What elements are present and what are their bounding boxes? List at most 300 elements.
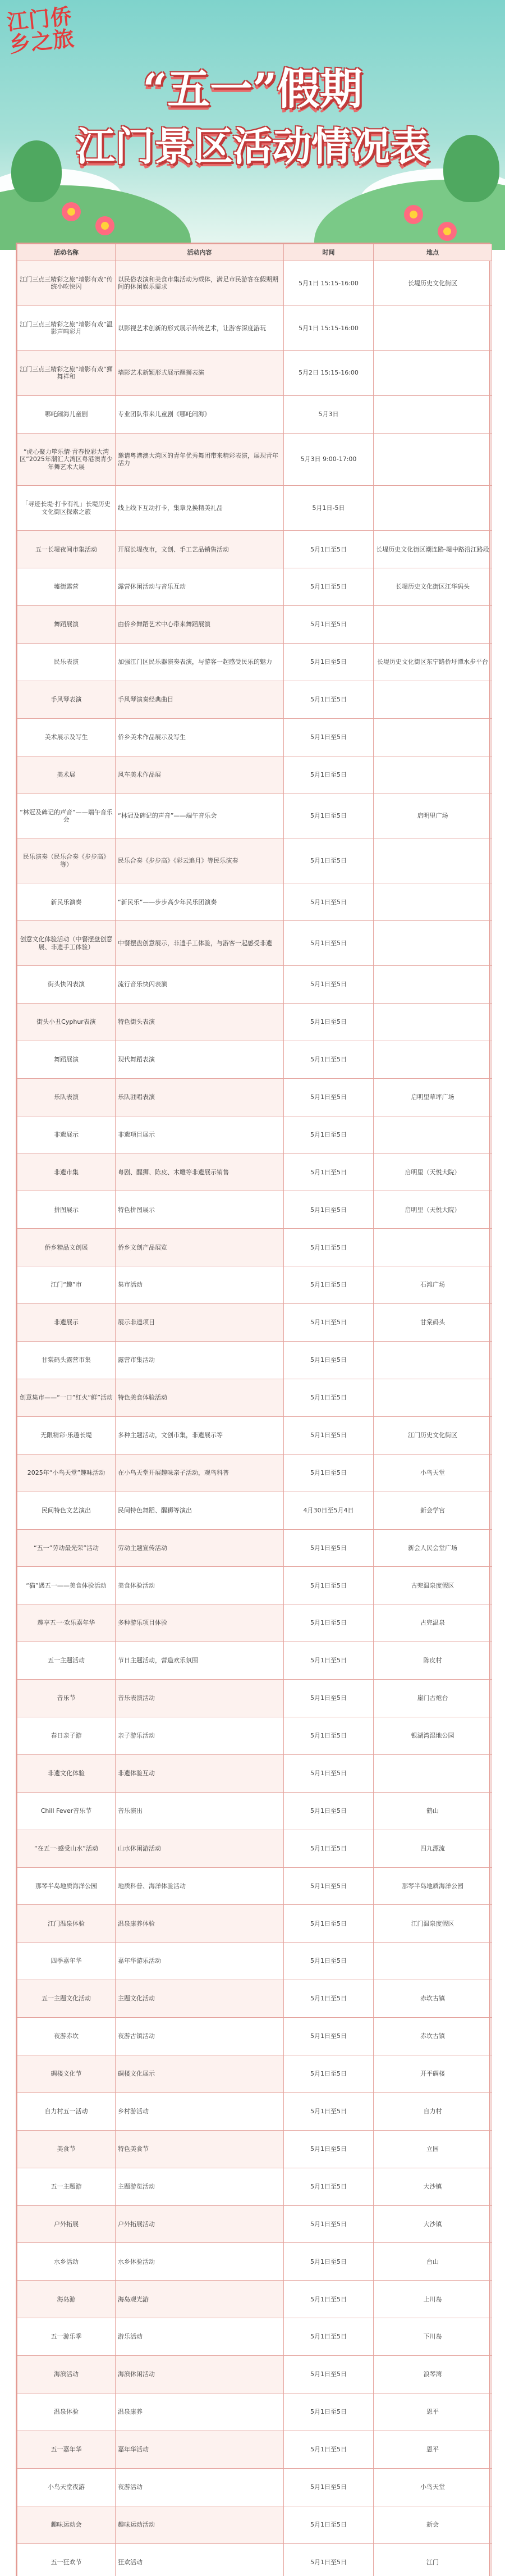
activity-name-cell: 那琴半岛地质海洋公园 — [17, 1867, 116, 1905]
activity-name-cell: 碉楼文化节 — [17, 2055, 116, 2092]
activity-content-cell: 主题文化活动 — [116, 1980, 284, 2018]
header-banner — [0, 0, 505, 250]
table-row — [17, 644, 492, 681]
activity-content-cell: 展示非遗项目 — [116, 1304, 284, 1342]
table-row — [17, 486, 492, 531]
activity-name-cell: “五一”劳动最光荣”活动 — [17, 1529, 116, 1567]
table-row — [17, 2092, 492, 2130]
activity-name-cell: 五一主题游 — [17, 2168, 116, 2205]
activity-place-cell: 下川岛 — [374, 2318, 492, 2356]
activity-name-cell: 美术展 — [17, 756, 116, 794]
activity-time-cell: 5月1日至5日 — [284, 883, 374, 921]
activity-content-cell: 水乡体验活动 — [116, 2243, 284, 2281]
table-row — [17, 1153, 492, 1191]
activity-place-cell: 石滩广场 — [374, 1266, 492, 1304]
flower-icon — [62, 202, 81, 221]
activity-content-cell: 在小鸟天堂开展趣味亲子活动，观鸟科普 — [116, 1454, 284, 1492]
activity-time-cell: 5月1日至5日 — [284, 1830, 374, 1867]
activity-time-cell: 5月1日至5日 — [284, 1529, 374, 1567]
activity-time-cell: 5月1日至5日 — [284, 2243, 374, 2281]
activity-name-cell: 江门温泉体验 — [17, 1905, 116, 1943]
activity-place-cell: 甘棠码头 — [374, 1304, 492, 1342]
activity-name-cell: 甘棠码头露营市集 — [17, 1342, 116, 1379]
activity-place-cell: 长堤历史文化街区东宁路侨圩潭水步平台 — [374, 644, 492, 681]
activity-place-cell: 自力村 — [374, 2092, 492, 2130]
activity-place-cell: 赤坎古镇 — [374, 2018, 492, 2055]
activity-content-cell: 音乐演出 — [116, 1792, 284, 1830]
activity-time-cell: 5月1日至5日 — [284, 531, 374, 568]
activity-content-cell: 多种游乐项目体验 — [116, 1604, 284, 1642]
table-row — [17, 2130, 492, 2168]
activity-time-cell: 5月1日至5日 — [284, 2130, 374, 2168]
flower-icon — [404, 205, 423, 224]
table-row — [17, 1078, 492, 1116]
activity-content-cell: 侨乡美术作品展示及写生 — [116, 718, 284, 756]
activity-content-cell: 邀请粤港澳大湾区的青年优秀舞团带来精彩表演，展现青年活力 — [116, 433, 284, 486]
activity-content-cell: 节日主题活动，营造欢乐氛围 — [116, 1642, 284, 1680]
activity-time-cell: 5月1日至5日 — [284, 1604, 374, 1642]
activity-time-cell: 5月1日 15:15-16:00 — [284, 261, 374, 306]
activity-name-cell: 非遗文化体验 — [17, 1754, 116, 1792]
activity-time-cell: 5月1日至5日 — [284, 2318, 374, 2356]
table-row — [17, 1041, 492, 1078]
activity-place-cell — [374, 1943, 492, 1980]
activity-name-cell: 海岛游 — [17, 2281, 116, 2318]
activity-time-cell: 5月1日至5日 — [284, 1153, 374, 1191]
activity-place-cell: 立园 — [374, 2130, 492, 2168]
table-row — [17, 1191, 492, 1229]
activity-content-cell: 墙影艺术新颖形式展示醒狮表演 — [116, 350, 284, 395]
activity-time-cell: 5月3日 9:00-17:00 — [284, 433, 374, 486]
table-row — [17, 306, 492, 350]
table-row — [17, 350, 492, 395]
activity-content-cell: 游乐活动 — [116, 2318, 284, 2356]
activity-content-cell: 露营市集活动 — [116, 1342, 284, 1379]
table-row — [17, 2393, 492, 2431]
table-row — [17, 921, 492, 966]
activity-place-cell — [374, 1379, 492, 1416]
activity-content-cell: 中餐摆盘创意展示，非遗手工体验，与游客一起感受非遗 — [116, 921, 284, 966]
activity-time-cell: 5月3日 — [284, 395, 374, 433]
activity-name-cell: 非遗展示 — [17, 1116, 116, 1153]
activity-place-cell: 新会 — [374, 2506, 492, 2543]
activity-content-cell: 乡村游活动 — [116, 2092, 284, 2130]
activity-time-cell: 5月1日至5日 — [284, 2506, 374, 2543]
activity-content-cell: 现代舞蹈表演 — [116, 1041, 284, 1078]
activity-time-cell: 5月1日至5日 — [284, 1379, 374, 1416]
activity-time-cell: 5月1日至5日 — [284, 644, 374, 681]
table-row — [17, 2468, 492, 2506]
activity-content-cell: 侨乡文创产品展览 — [116, 1229, 284, 1266]
table-row — [17, 2205, 492, 2243]
table-row — [17, 794, 492, 838]
activity-content-cell: 音乐表演活动 — [116, 1680, 284, 1717]
activity-content-cell: 温泉康养体验 — [116, 1905, 284, 1943]
table-row — [17, 1416, 492, 1454]
activity-name-cell: 非遗市集 — [17, 1153, 116, 1191]
activity-time-cell: 5月1日至5日 — [284, 718, 374, 756]
table-row — [17, 261, 492, 306]
table-row — [17, 433, 492, 486]
activity-name-cell: “猫”遇五一——美食体验活动 — [17, 1567, 116, 1604]
activity-time-cell: 5月1日至5日 — [284, 568, 374, 606]
activity-content-cell: 非遗项目展示 — [116, 1116, 284, 1153]
activity-content-cell: 劳动主题宣传活动 — [116, 1529, 284, 1567]
activity-content-cell: 温泉康养 — [116, 2393, 284, 2431]
activity-time-cell: 5月1日至5日 — [284, 1567, 374, 1604]
activity-name-cell: 自力村五一活动 — [17, 2092, 116, 2130]
table-row — [17, 1830, 492, 1867]
table-row — [17, 2356, 492, 2393]
activity-content-cell: 夜游活动 — [116, 2468, 284, 2506]
activity-content-cell: 由侨乡舞蹈艺术中心带来舞蹈展演 — [116, 606, 284, 644]
table-row — [17, 1604, 492, 1642]
activity-time-cell: 5月1日至5日 — [284, 2018, 374, 2055]
activity-name-cell: 美术展示及写生 — [17, 718, 116, 756]
activity-content-cell: 亲子游乐活动 — [116, 1717, 284, 1754]
activity-name-cell: “虎心聚力筚乐情·青春悦彩大湾区”2025年潮汇大湾区粤港澳青少年舞艺术大展 — [17, 433, 116, 486]
activity-content-cell: 以民俗表演和美食市集活动为载体，满足市民游客在假期期间的休闲娱乐需求 — [116, 261, 284, 306]
table-row — [17, 718, 492, 756]
activity-time-cell: 5月1日至5日 — [284, 606, 374, 644]
activity-time-cell: 5月1日至5日 — [284, 2205, 374, 2243]
activity-content-cell: 海滨休闲活动 — [116, 2356, 284, 2393]
logo: 江门侨乡之旅 — [5, 3, 76, 58]
activity-time-cell: 5月1日至5日 — [284, 1416, 374, 1454]
activity-content-cell: 集市活动 — [116, 1266, 284, 1304]
table-row — [17, 1342, 492, 1379]
activity-place-cell: 大沙镇 — [374, 2205, 492, 2243]
activity-place-cell — [374, 1004, 492, 1041]
activity-name-cell: 趣味运动会 — [17, 2506, 116, 2543]
activity-content-cell: 碉楼文化展示 — [116, 2055, 284, 2092]
activity-content-cell: 趣味运动活动 — [116, 2506, 284, 2543]
activity-time-cell: 5月1日至5日 — [284, 1266, 374, 1304]
table-row — [17, 1379, 492, 1416]
table-row — [17, 2431, 492, 2468]
activity-place-cell: 启明里（天悦大院） — [374, 1153, 492, 1191]
activity-place-cell: 上川岛 — [374, 2281, 492, 2318]
activity-name-cell: 哪吒闹海儿童剧 — [17, 395, 116, 433]
table-row — [17, 606, 492, 644]
activity-place-cell: 银湖湾湿地公园 — [374, 1717, 492, 1754]
activity-name-cell: 手风琴表演 — [17, 681, 116, 718]
table-row — [17, 1943, 492, 1980]
activity-place-cell — [374, 756, 492, 794]
activity-name-cell: 新民乐演奏 — [17, 883, 116, 921]
activity-time-cell: 5月1日至5日 — [284, 1116, 374, 1153]
activity-name-cell: Chill Fever音乐节 — [17, 1792, 116, 1830]
activity-name-cell: 拼图展示 — [17, 1191, 116, 1229]
activity-place-cell — [374, 1041, 492, 1078]
activity-name-cell: 四季嘉年华 — [17, 1943, 116, 1980]
activity-name-cell: 夜游赤坎 — [17, 2018, 116, 2055]
activity-time-cell: 5月1日至5日 — [284, 838, 374, 883]
activity-place-cell — [374, 1342, 492, 1379]
table-row — [17, 1004, 492, 1041]
activity-place-cell: 赤坎古镇 — [374, 1980, 492, 2018]
activity-time-cell: 5月1日至5日 — [284, 1642, 374, 1680]
activity-content-cell: “林冠及碑记的声音”——端午音乐会 — [116, 794, 284, 838]
activity-time-cell: 5月1日至5日 — [284, 1304, 374, 1342]
activity-name-cell: 街头快闪表演 — [17, 966, 116, 1004]
activity-time-cell: 5月1日至5日 — [284, 2431, 374, 2468]
activity-name-cell: 民乐演奏（民乐合奏《步步高》等） — [17, 838, 116, 883]
table-row — [17, 883, 492, 921]
activity-name-cell: 墟街露营 — [17, 568, 116, 606]
table-row — [17, 2318, 492, 2356]
activity-name-cell: 江门三点三精彩之旅“墙影有戏”温影声鸣彩月 — [17, 306, 116, 350]
table-row — [17, 756, 492, 794]
activity-place-cell: 新会人民会堂广场 — [374, 1529, 492, 1567]
table-row — [17, 1454, 492, 1492]
activity-name-cell: 民间特色文艺演出 — [17, 1492, 116, 1529]
activity-content-cell: 嘉年华游乐活动 — [116, 1943, 284, 1980]
activity-time-cell: 5月1日-5日 — [284, 486, 374, 531]
activity-name-cell: 舞蹈展演 — [17, 606, 116, 644]
table-row — [17, 1567, 492, 1604]
activity-name-cell: 江门三点三精彩之旅“墙影有戏”狮舞祥和 — [17, 350, 116, 395]
activity-name-cell: 春日亲子游 — [17, 1717, 116, 1754]
activity-name-cell: 五一狂欢节 — [17, 2543, 116, 2576]
activity-name-cell: 五一嘉年华 — [17, 2431, 116, 2468]
activity-place-cell — [374, 1754, 492, 1792]
table-row — [17, 2168, 492, 2205]
activity-time-cell: 5月1日至5日 — [284, 2393, 374, 2431]
activity-content-cell: 露营休闲活动与音乐互动 — [116, 568, 284, 606]
activity-place-cell — [374, 681, 492, 718]
page-title-line1: “五一”假期 — [143, 64, 362, 114]
activity-place-cell — [374, 350, 492, 395]
activity-time-cell: 5月1日至5日 — [284, 1980, 374, 2018]
table-row — [17, 1754, 492, 1792]
activity-place-cell: 新会学宫 — [374, 1492, 492, 1529]
activity-time-cell: 5月1日至5日 — [284, 681, 374, 718]
table-row — [17, 681, 492, 718]
table-row — [17, 1642, 492, 1680]
activity-time-cell: 5月1日至5日 — [284, 2281, 374, 2318]
table-row — [17, 2281, 492, 2318]
activity-name-cell: 海滨活动 — [17, 2356, 116, 2393]
activity-time-cell: 5月1日至5日 — [284, 2356, 374, 2393]
activity-place-cell — [374, 838, 492, 883]
activity-place-cell — [374, 433, 492, 486]
activity-name-cell: 五一长堤夜间市集活动 — [17, 531, 116, 568]
activity-place-cell: 启明里草坪广场 — [374, 1078, 492, 1116]
activity-name-cell: 江门“趣”市 — [17, 1266, 116, 1304]
activity-name-cell: “在五一·感受山水”活动 — [17, 1830, 116, 1867]
activity-place-cell: 恩平 — [374, 2431, 492, 2468]
activity-time-cell: 5月1日至5日 — [284, 1041, 374, 1078]
activity-time-cell: 5月1日至5日 — [284, 1342, 374, 1379]
activity-place-cell: 四九漂流 — [374, 1830, 492, 1867]
activity-name-cell: 创意文化体验活动（中餐摆盘创意展、非遗手工体验） — [17, 921, 116, 966]
table-row — [17, 1266, 492, 1304]
flower-icon — [95, 216, 114, 235]
activity-content-cell: “新民乐”——步步高少年民乐团演奏 — [116, 883, 284, 921]
activity-time-cell: 5月1日至5日 — [284, 1792, 374, 1830]
activity-place-cell: 那琴半岛地质海洋公园 — [374, 1867, 492, 1905]
activity-place-cell: 长堤历史文化街区潮连路·堤中路沿江路段 — [374, 531, 492, 568]
activity-place-cell: 启明里（天悦大院） — [374, 1191, 492, 1229]
activity-time-cell: 5月1日至5日 — [284, 1905, 374, 1943]
activity-content-cell: 美食体验活动 — [116, 1567, 284, 1604]
activity-content-cell: 特色美食体验活动 — [116, 1379, 284, 1416]
activity-content-cell: 民间特色舞蹈、醒狮等演出 — [116, 1492, 284, 1529]
activity-content-cell: 主题游览活动 — [116, 2168, 284, 2205]
page-title-line2: 江门景区活动情况表 — [76, 123, 429, 170]
activity-place-cell — [374, 883, 492, 921]
activity-name-cell: 「寻迹长堤·打卡有礼」长堤历史文化街区探索之旅 — [17, 486, 116, 531]
activity-content-cell: 非遗体验互动 — [116, 1754, 284, 1792]
activity-name-cell: 街头小丑Cyphur表演 — [17, 1004, 116, 1041]
activity-place-cell: 古兜温泉度假区 — [374, 1567, 492, 1604]
activity-content-cell: 线上线下互动打卡，集章兑换精美礼品 — [116, 486, 284, 531]
activity-place-cell: 恩平 — [374, 2393, 492, 2431]
activity-time-cell: 5月2日 15:15-16:00 — [284, 350, 374, 395]
activity-name-cell: 舞蹈展演 — [17, 1041, 116, 1078]
activity-place-cell: 台山 — [374, 2243, 492, 2281]
activity-place-cell: 鹤山 — [374, 1792, 492, 1830]
activity-place-cell: 启明里广场 — [374, 794, 492, 838]
activity-time-cell: 5月1日至5日 — [284, 1191, 374, 1229]
activity-place-cell: 崖门古炮台 — [374, 1680, 492, 1717]
activity-place-cell — [374, 606, 492, 644]
table-row — [17, 1492, 492, 1529]
activity-place-cell — [374, 486, 492, 531]
activity-content-cell: 狂欢活动 — [116, 2543, 284, 2576]
activity-time-cell: 5月1日至5日 — [284, 1004, 374, 1041]
activity-place-cell: 陈皮村 — [374, 1642, 492, 1680]
activity-name-cell: 户外拓展 — [17, 2205, 116, 2243]
column-header-content: 活动内容 — [116, 244, 284, 261]
activity-place-cell — [374, 395, 492, 433]
activity-place-cell — [374, 306, 492, 350]
activity-time-cell: 5月1日至5日 — [284, 1717, 374, 1754]
activity-place-cell: 长堤历史文化街区江华码头 — [374, 568, 492, 606]
activity-content-cell: 以影视艺术创新的形式展示传统艺术，让游客深度游玩 — [116, 306, 284, 350]
activity-time-cell: 4月30日至5月4日 — [284, 1492, 374, 1529]
activity-place-cell — [374, 1116, 492, 1153]
activity-time-cell: 5月1日至5日 — [284, 2468, 374, 2506]
activity-time-cell: 5月1日 15:15-16:00 — [284, 306, 374, 350]
activity-time-cell: 5月1日至5日 — [284, 794, 374, 838]
table-row — [17, 2018, 492, 2055]
activity-time-cell: 5月1日至5日 — [284, 2092, 374, 2130]
activity-time-cell: 5月1日至5日 — [284, 1078, 374, 1116]
activity-content-cell: 手风琴演奏经典曲目 — [116, 681, 284, 718]
activity-place-cell — [374, 1229, 492, 1266]
activity-content-cell: 特色拼图展示 — [116, 1191, 284, 1229]
activity-place-cell: 古兜温泉 — [374, 1604, 492, 1642]
activity-name-cell: 无限精彩·乐趣长堤 — [17, 1416, 116, 1454]
activity-content-cell: 加强江门区民乐器演奏表演，与游客一起感受民乐的魅力 — [116, 644, 284, 681]
activity-place-cell — [374, 921, 492, 966]
activity-content-cell: 嘉年华活动 — [116, 2431, 284, 2468]
activity-name-cell: 美食节 — [17, 2130, 116, 2168]
table-row — [17, 2055, 492, 2092]
activity-place-cell: 江门 — [374, 2543, 492, 2576]
activity-name-cell: 2025年“小鸟天堂”趣味活动 — [17, 1454, 116, 1492]
activity-content-cell: 地质科普、海洋体验活动 — [116, 1867, 284, 1905]
activity-place-cell: 小鸟天堂 — [374, 1454, 492, 1492]
activity-time-cell: 5月1日至5日 — [284, 1680, 374, 1717]
activity-time-cell: 5月1日至5日 — [284, 1754, 374, 1792]
table-row — [17, 2543, 492, 2576]
table-row — [17, 838, 492, 883]
activity-name-cell: 非遗展示 — [17, 1304, 116, 1342]
column-header-place: 地点 — [374, 244, 492, 261]
table-row — [17, 568, 492, 606]
activity-name-cell: “林冠及碑记的声音”——端午音乐会 — [17, 794, 116, 838]
activity-place-cell: 浪琴湾 — [374, 2356, 492, 2393]
table-row — [17, 1116, 492, 1153]
table-row — [17, 1680, 492, 1717]
activity-name-cell: 趣享五一·欢乐嘉年华 — [17, 1604, 116, 1642]
activity-time-cell: 5月1日至5日 — [284, 2055, 374, 2092]
activity-name-cell: 五一主题文化活动 — [17, 1980, 116, 2018]
activity-content-cell: 乐队驻唱表演 — [116, 1078, 284, 1116]
column-header-time: 时间 — [284, 244, 374, 261]
activity-place-cell: 开平碉楼 — [374, 2055, 492, 2092]
activity-content-cell: 特色街头表演 — [116, 1004, 284, 1041]
table-row — [17, 1792, 492, 1830]
activity-name-cell: 乐队表演 — [17, 1078, 116, 1116]
activity-place-cell: 江门历史文化街区 — [374, 1416, 492, 1454]
activity-place-cell — [374, 718, 492, 756]
activity-name-cell: 音乐节 — [17, 1680, 116, 1717]
activity-content-cell: 海岛观光游 — [116, 2281, 284, 2318]
activity-place-cell: 长堤历史文化街区 — [374, 261, 492, 306]
activity-time-cell: 5月1日至5日 — [284, 966, 374, 1004]
activity-name-cell: 温泉体验 — [17, 2393, 116, 2431]
table-row — [17, 2243, 492, 2281]
activity-time-cell: 5月1日至5日 — [284, 1454, 374, 1492]
activity-content-cell: 风车美术作品展 — [116, 756, 284, 794]
table-row — [17, 1529, 492, 1567]
activity-content-cell: 民乐合奏《步步高》《彩云追月》等民乐演奏 — [116, 838, 284, 883]
table-row — [17, 1229, 492, 1266]
activity-name-cell: 侨乡精品文创展 — [17, 1229, 116, 1266]
activity-place-cell: 江门温泉度假区 — [374, 1905, 492, 1943]
table-row — [17, 2506, 492, 2543]
activity-time-cell: 5月1日至5日 — [284, 756, 374, 794]
table-row — [17, 1717, 492, 1754]
activity-time-cell: 5月1日至5日 — [284, 1943, 374, 1980]
activity-name-cell: 水乡活动 — [17, 2243, 116, 2281]
column-header-name: 活动名称 — [17, 244, 116, 261]
activity-content-cell: 粤剧、醒狮、陈皮、木雕等非遗展示销售 — [116, 1153, 284, 1191]
activity-name-cell: 江门三点三精彩之旅“墙影有戏”传统小吃快闪 — [17, 261, 116, 306]
activity-name-cell: 民乐表演 — [17, 644, 116, 681]
activity-content-cell: 户外拓展活动 — [116, 2205, 284, 2243]
activity-name-cell: 创意集市——“一口”红火“鲜”活动 — [17, 1379, 116, 1416]
table-row — [17, 1905, 492, 1943]
table-row — [17, 1867, 492, 1905]
activity-content-cell: 流行音乐快闪表演 — [116, 966, 284, 1004]
table-row — [17, 1304, 492, 1342]
activities-table — [16, 243, 490, 2576]
activity-content-cell: 特色美食节 — [116, 2130, 284, 2168]
activity-content-cell: 多种主题活动，文创市集，非遗展示等 — [116, 1416, 284, 1454]
activity-time-cell: 5月1日至5日 — [284, 2543, 374, 2576]
activity-content-cell: 专业团队带来儿童剧《哪吒闹海》 — [116, 395, 284, 433]
activity-time-cell: 5月1日至5日 — [284, 921, 374, 966]
table-row — [17, 531, 492, 568]
activity-place-cell: 大沙镇 — [374, 2168, 492, 2205]
activity-name-cell: 小鸟天堂夜游 — [17, 2468, 116, 2506]
activity-place-cell — [374, 966, 492, 1004]
